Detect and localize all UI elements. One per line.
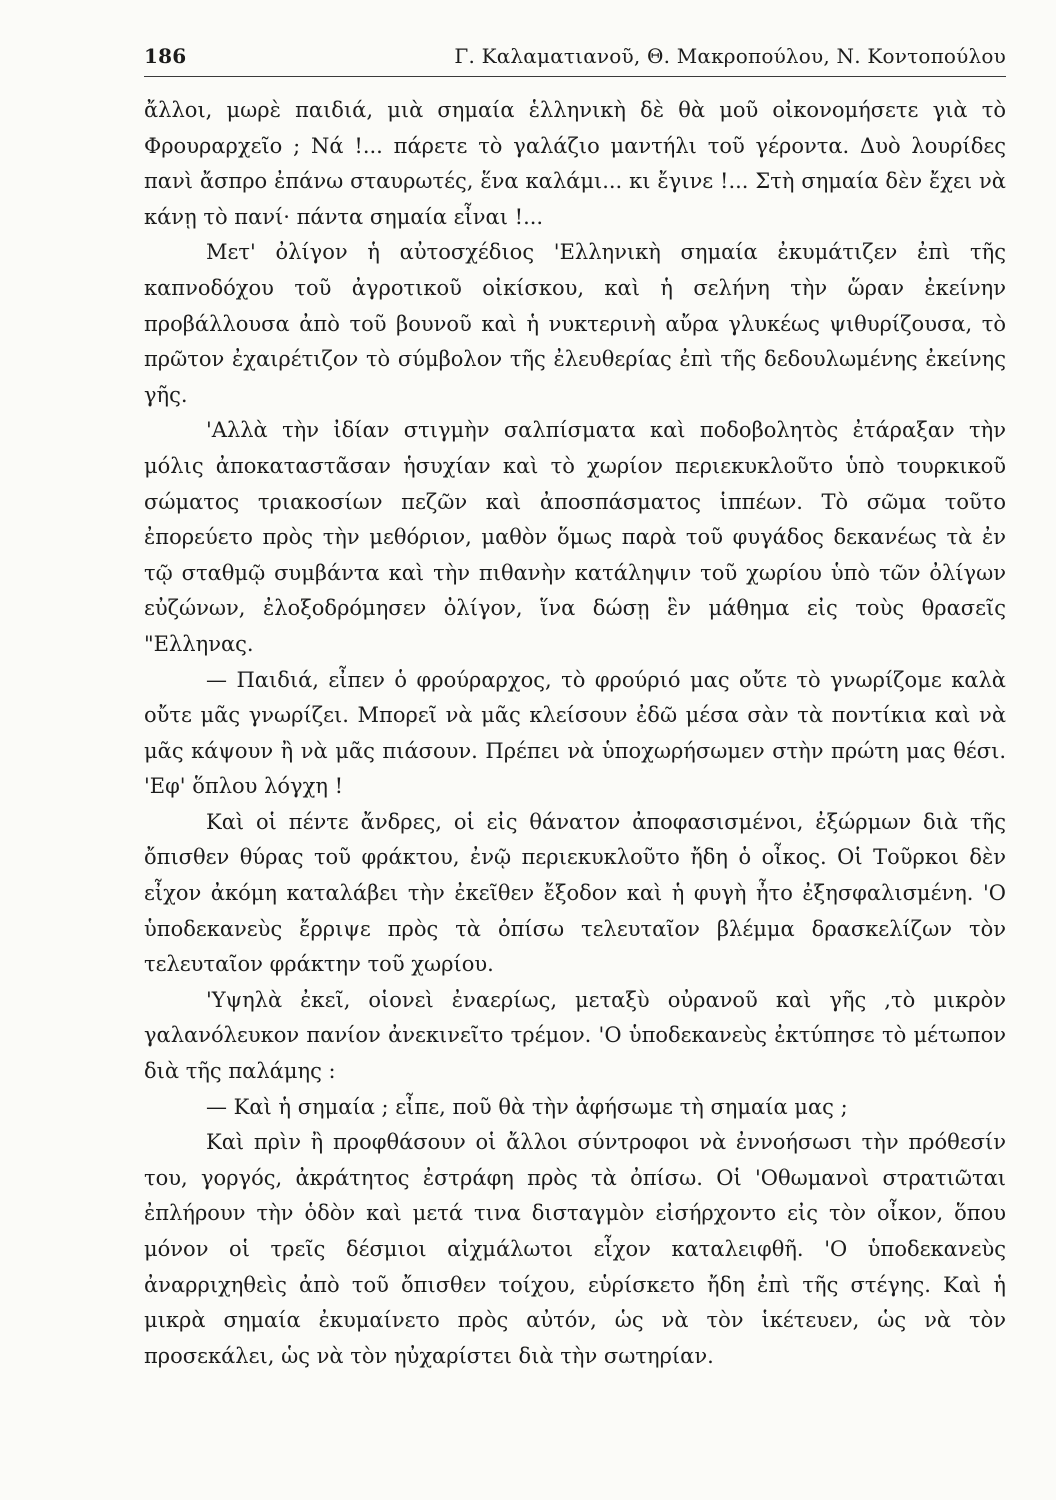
running-head-authors: Γ. Καλαματιανοῦ, Θ. Μακροπούλου, Ν. Κοντοπούλου [454,44,1006,68]
paragraph-turkish-troops: 'Αλλὰ τὴν ἰδίαν στιγμὴν σαλπίσματα καὶ ποδοβολητὸς ἐτάραξαν τὴν μόλις ἀποκαταστᾶσαν ἡσυχίαν καὶ τὸ χωρίον περιεκυκλοῦτο ὑπὸ τουρκικοῦ σώματος τριακοσίων πεζῶν καὶ ἀποσπάσματος ἱππέων. Τὸ σῶμα τοῦτο ἐπορεύετο πρὸς τὴν μεθόριον, μαθὸν ὅμως παρὰ τοῦ φυγάδος δεκανέως τὰ ἐν τῷ σταθμῷ συμβάντα καὶ τὴν πιθανὴν κατάληψιν τοῦ χωρίου ὑπὸ τῶν ὀλίγων εὐζώνων, ἐλοξοδρόμησεν ὀλίγον, ἵνα δώσῃ ἓν μάθημα εἰς τοὺς θρασεῖς "Ελληνας. [144,418,1006,656]
paragraph-flag-high: 'Υψηλὰ ἐκεῖ, οἱονεὶ ἐναερίως, μεταξὺ οὐρανοῦ καὶ γῆς ,τὸ μικρὸν γαλανόλευκον πανίον ἀνεκινεῖτο τρέμον. 'Ο ὑποδεκανεὺς ἐκτύπησε τὸ μέτωπον διὰ τῆς παλάμης : [144,987,1006,1084]
book-page [144,44,1006,1374]
page-number: 186 [144,44,187,68]
body-text [144,93,1006,1374]
paragraph-continuation: ἄλλοι, μωρὲ παιδιά, μιὰ σημαία ἑλληνικὴ δὲ θὰ μοῦ οἰκονομήσετε γιὰ τὸ Φρουραρχεῖο ; Νά !... πάρετε τὸ γαλάζιο μαντήλι τοῦ γέροντα. Δυὸ λουρίδες πανὶ ἄσπρο ἐπάνω σταυρωτές, ἕνα καλάμι... κι ἔγινε !... Στὴ σημαία δὲν ἔχει νὰ κάνῃ τὸ πανί· πάντα σημαία εἶναι !... [144,98,1006,229]
paragraph-commander-speech: — Παιδιά, εἶπεν ὁ φρούραρχος, τὸ φρούριό μας οὔτε τὸ γνωρίζομε καλὰ οὔτε μᾶς γνωρίζει. Μπορεῖ νὰ μᾶς κλείσουν ἐδῶ μέσα σὰν τὰ ποντίκια καὶ νὰ μᾶς κάψουν ἢ νὰ μᾶς πιάσουν. Πρέπει νὰ ὑποχωρήσωμεν στὴν πρώτη μας θέσι. 'Εφ' ὅπλου λόγχη ! [144,667,1006,799]
paragraph-escape: Καὶ οἱ πέντε ἄνδρες, οἱ εἰς θάνατον ἀποφασισμένοι, ἐξώρμων διὰ τῆς ὄπισθεν θύρας τοῦ φράκτου, ἐνῷ περιεκυκλοῦτο ἤδη ὁ οἶκος. Οἱ Τοῦρκοι δὲν εἶχον ἀκόμη καταλάβει τὴν ἐκεῖθεν ἔξοδον καὶ ἡ φυγὴ ἦτο ἐξησφαλισμένη. 'Ο ὑποδεκανεὺς ἔρριψε πρὸς τὰ ὀπίσω τελευταῖον βλέμμα δρασκελίζων τὸν τελευταῖον φράκτην τοῦ χωρίου. [144,809,1006,977]
paragraph-flag-on-chimney: Μετ' ὀλίγον ἡ αὐτοσχέδιος 'Ελληνικὴ σημαία ἐκυμάτιζεν ἐπὶ τῆς καπνοδόχου τοῦ ἀγροτικοῦ οἰκίσκου, καὶ ἡ σελήνη τὴν ὥραν ἐκείνην προβάλλουσα ἀπὸ τοῦ βουνοῦ καὶ ἡ νυκτερινὴ αὔρα γλυκέως ψιθυρίζουσα, τὸ πρῶτον ἐχαιρέτιζον τὸ σύμβολον τῆς ἐλευθερίας ἐπὶ τῆς δεδουλωμένης ἐκείνης γῆς. [144,240,1006,407]
running-head [144,44,1006,77]
paragraph-corporal-question: — Καὶ ἡ σημαία ; εἶπε, ποῦ θὰ τὴν ἀφήσωμε τὴ σημαία μας ; [206,1094,848,1119]
paragraph-corporal-returns: Καὶ πρὶν ἢ προφθάσουν οἱ ἄλλοι σύντροφοι νὰ ἐννοήσωσι τὴν πρόθεσίν του, γοργός, ἀκράτητος ἐστράφη πρὸς τὰ ὀπίσω. Οἱ 'Οθωμανοὶ στρατιῶται ἐπλήρουν τὴν ὁδὸν καὶ μετά τινα δισταγμὸν εἰσήρχοντο εἰς τὸν οἶκον, ὅπου μόνον οἱ τρεῖς δέσμιοι αἰχμάλωτοι εἶχον καταλειφθῆ. 'Ο ὑποδεκανεὺς ἀναρριχηθεὶς ἀπὸ τοῦ ὄπισθεν τοίχου, εὑρίσκετο ἤδη ἐπὶ τῆς στέγης. Καὶ ἡ μικρὰ σημαία ἐκυμαίνετο πρὸς αὐτόν, ὡς νὰ τὸν ἱκέτευεν, ὡς νὰ τὸν προσεκάλει, ὡς νὰ τὸν ηὐχαρίστει διὰ τὴν σωτηρίαν. [144,1130,1006,1368]
